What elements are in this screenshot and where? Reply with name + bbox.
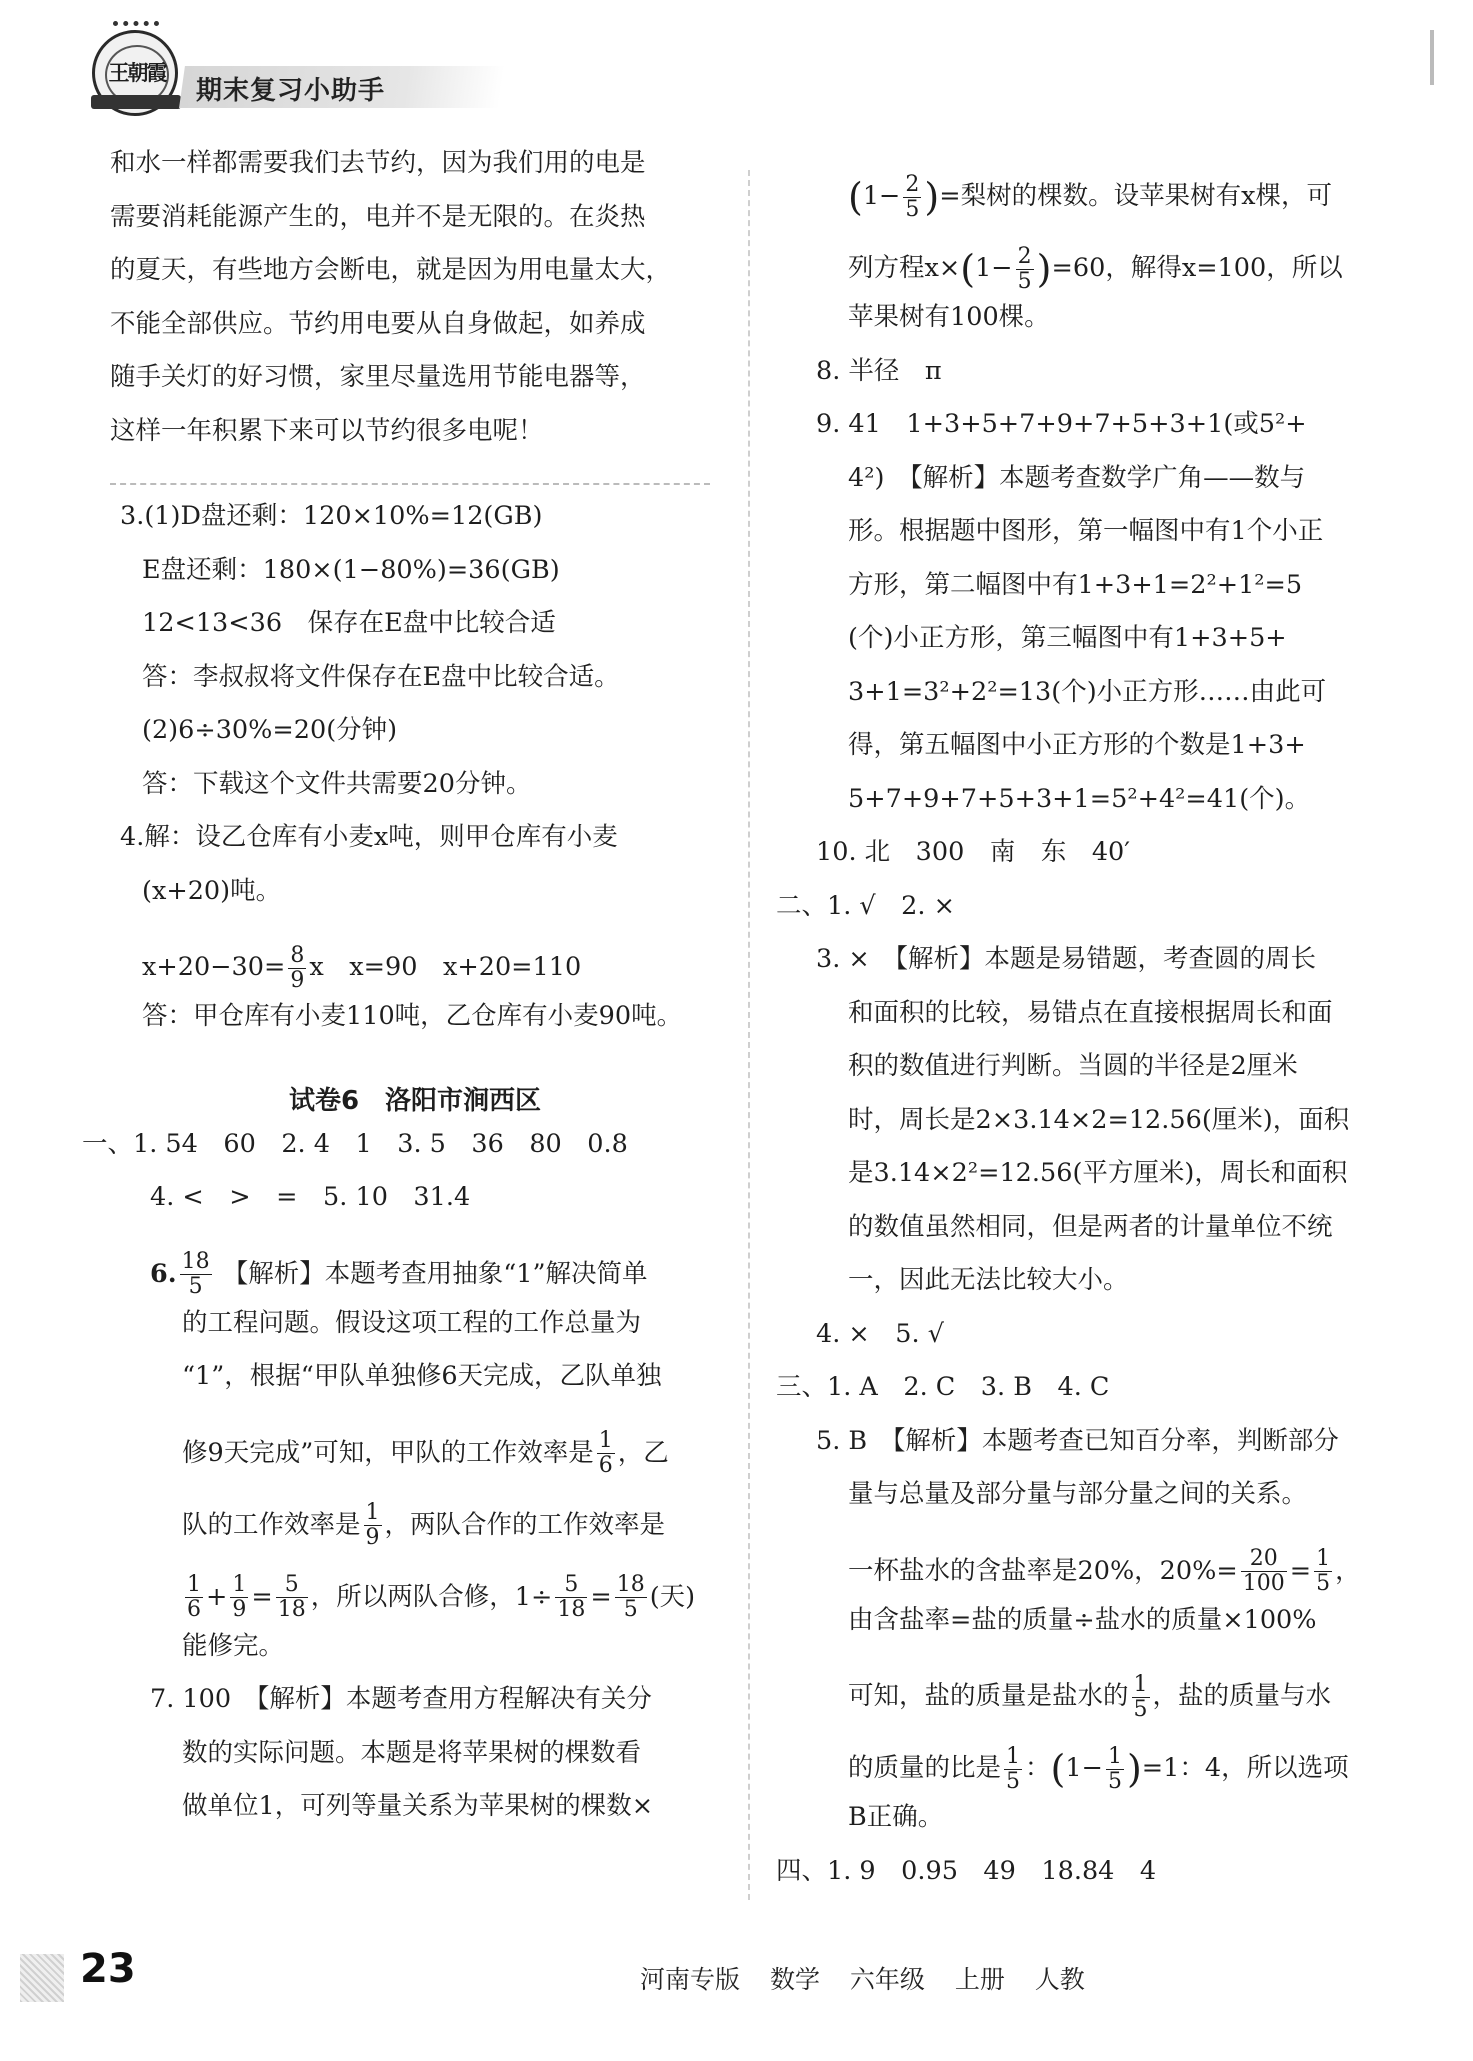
fraction: $\frac{2}{5}$ bbox=[1017, 243, 1032, 294]
section-3-line: 三、1. A 2. C 3. B 4. C bbox=[776, 1372, 1110, 1402]
equation-text: x+20−30= bbox=[142, 952, 286, 982]
fraction: $\frac{20}{100}$ bbox=[1242, 1546, 1285, 1596]
essay-line: 不能全部供应。节约用电要从自身做起，如养成 bbox=[110, 308, 646, 339]
answer-8: 8. 半径 π bbox=[816, 355, 942, 386]
answer-9-line: 3+1=3²+2²=13(个)小正方形……由此可 bbox=[848, 676, 1327, 707]
essay-line: 和水一样都需要我们去节约，因为我们用的电是 bbox=[110, 148, 646, 178]
column-divider bbox=[748, 170, 750, 1900]
section-1-line: 4. < > = 5. 10 31.4 bbox=[150, 1182, 471, 1212]
fraction: $\frac{1}{6}$ bbox=[187, 1572, 201, 1622]
answer-9-line: 4²) 【解析】本题考查数学广角——数与 bbox=[848, 462, 1306, 493]
answer-6-line: 修9天完成”可知，甲队的工作效率是 $\frac{1}{6}$ ，乙 bbox=[182, 1428, 669, 1478]
answer-3-line: (2)6÷30%=20(分钟) bbox=[142, 715, 398, 745]
essay-line: 需要消耗能源产生的，电并不是无限的。在炎热 bbox=[110, 201, 646, 232]
fraction: $\frac{1}{5}$ bbox=[1006, 1743, 1021, 1794]
answer-9-line: 得，第五幅图中小正方形的个数是1+3+ bbox=[848, 730, 1306, 760]
page-footer bbox=[0, 1940, 1473, 2020]
essay-line: 的夏天，有些地方会断电，就是因为用电量太大， bbox=[110, 255, 672, 285]
fraction: $\frac{1}{5}$ bbox=[1133, 1671, 1148, 1722]
essay-line: 随手关灯的好习惯，家里尽量选用节能电器等， bbox=[110, 362, 646, 392]
ribbon-icon bbox=[91, 95, 181, 109]
answer-4-equation bbox=[110, 931, 720, 1003]
answer-3-line: 3.(1)D盘还剩：120×10%=12(GB) bbox=[120, 501, 543, 531]
answer-7-cont-line: 列方程x×(1− $\frac{2}{5}$ )=60，解得x=100，所以 bbox=[848, 243, 1343, 294]
answer-9-line: 方形，第二幅图中有1+3+1=2²+1²=5 bbox=[848, 569, 1303, 600]
answer-6-line: 的工程问题。假设这项工程的工作总量为 bbox=[182, 1307, 642, 1338]
answer-3-5-line: 的质量的比是 $\frac{1}{5}$ ：(1− $\frac{1}{5}$ )=1：4，所以选项 bbox=[848, 1743, 1349, 1794]
answer-3-line: 答：李叔叔将文件保存在E盘中比较合适。 bbox=[142, 661, 620, 692]
answer-2-3-line: 一，因此无法比较大小。 bbox=[848, 1265, 1129, 1295]
page-header bbox=[92, 30, 452, 120]
section-2-line: 4. × 5. √ bbox=[816, 1318, 944, 1349]
fraction: $\frac{5}{18}$ bbox=[277, 1572, 306, 1622]
answer-9-line: 5+7+9+7+5+3+1=5²+4²=41(个)。 bbox=[848, 783, 1311, 814]
essay-line: 这样一年积累下来可以节约很多电呢！ bbox=[110, 415, 544, 446]
edge-mark bbox=[1430, 30, 1434, 85]
left-column bbox=[82, 148, 720, 1847]
answer-2-3-line: 时，周长是2×3.14×2=12.56(厘米)，面积 bbox=[848, 1104, 1350, 1135]
answer-6-line: 6. $\frac{18}{5}$ 【解析】本题考查用抽象“1”解决简单 bbox=[150, 1249, 648, 1299]
answer-3-line: 12<13<36 保存在E盘中比较合适 bbox=[142, 608, 556, 638]
answer-4-line: 答：甲仓库有小麦110吨，乙仓库有小麦90吨。 bbox=[142, 1001, 683, 1031]
answer-9-line: 9. 41 1+3+5+7+9+7+5+3+1(或5²+ bbox=[816, 409, 1307, 439]
answer-2-3-line: 3. × 【解析】本题是易错题，考查圆的周长 bbox=[816, 944, 1317, 974]
answer-3-5-line: B正确。 bbox=[848, 1802, 944, 1832]
answer-6-line: “1”，根据“甲队单独修6天完成，乙队单独 bbox=[182, 1361, 662, 1391]
answer-2-3-line: 的数值虽然相同，但是两者的计量单位不统 bbox=[848, 1211, 1333, 1242]
section-2-line: 二、1. √ 2. × bbox=[776, 890, 955, 921]
answer-3-5-line: 5. B 【解析】本题考查已知百分率，判断部分 bbox=[816, 1425, 1339, 1456]
section-separator bbox=[110, 483, 710, 485]
crown-icon bbox=[113, 21, 159, 42]
page-number: 23 bbox=[80, 1946, 136, 1992]
fraction: $\frac{1}{6}$ bbox=[598, 1428, 613, 1478]
answer-2-3-line: 是3.14×2²=12.56(平方厘米)，周长和面积 bbox=[848, 1158, 1348, 1188]
answer-6-line: $\frac{1}{6}$ + $\frac{1}{9}$ = $\frac{5}{18}$ ，所以两队合修，1÷ $\frac{5}{18}$ = $\frac{18}{5}$ (天) bbox=[187, 1572, 696, 1622]
right-column bbox=[776, 160, 1388, 1911]
answer-3-line: 答：下载这个文件共需要20分钟。 bbox=[142, 768, 532, 799]
footer-info: 河南专版 数学 六年级 上册 人教 bbox=[640, 1965, 1085, 1994]
answer-10: 10. 北 300 南 东 40′ bbox=[816, 837, 1131, 867]
answer-7-line: 7. 100 【解析】本题考查用方程解决有关分 bbox=[150, 1684, 652, 1714]
analysis-text: 【解析】本题考查用抽象“1”解决简单 bbox=[222, 1258, 648, 1289]
answer-7-line: 做单位1，可列等量关系为苹果树的棵数× bbox=[182, 1791, 654, 1821]
answer-6-line: 队的工作效率是 $\frac{1}{9}$ ，两队合作的工作效率是 bbox=[182, 1500, 666, 1550]
answer-4-line: 4.解：设乙仓库有小麦x吨，则甲仓库有小麦 bbox=[120, 822, 618, 852]
answer-9-line: (个)小正方形，第三幅图中有1+3+5+ bbox=[848, 623, 1287, 653]
section-4-line: 四、1. 9 0.95 49 18.84 4 bbox=[776, 1855, 1157, 1886]
section-1-line: 一、1. 54 60 2. 4 1 3. 5 36 80 0.8 bbox=[82, 1128, 628, 1159]
logo-text: 王朝霞 bbox=[105, 45, 169, 105]
fraction: $\frac{8}{9}$ bbox=[290, 942, 305, 993]
fraction: $\frac{18}{5}$ bbox=[616, 1572, 645, 1622]
answer-2-3-line: 积的数值进行判断。当圆的半径是2厘米 bbox=[848, 1051, 1298, 1081]
fraction: $\frac{1}{5}$ bbox=[1316, 1546, 1331, 1596]
answer-3-5-line: 由含盐率=盐的质量÷盐水的质量×100% bbox=[848, 1604, 1317, 1635]
answer-6-line: 能修完。 bbox=[182, 1630, 285, 1661]
answer-3-5-line: 一杯盐水的含盐率是20%，20%= $\frac{20}{100}$ = $\frac{1}{5}$ ， bbox=[848, 1546, 1361, 1596]
answer-3-5-line: 可知，盐的质量是盐水的 $\frac{1}{5}$ ，盐的质量与水 bbox=[848, 1671, 1332, 1722]
fraction: $\frac{2}{5}$ bbox=[905, 171, 920, 222]
answer-9-line: 形。根据题中图形，第一幅图中有1个小正 bbox=[848, 516, 1324, 546]
answer-4-line: (x+20)吨。 bbox=[142, 875, 282, 906]
answer-7-cont-line: 苹果树有100棵。 bbox=[848, 302, 1050, 332]
header-title: 期末复习小助手 bbox=[196, 76, 386, 106]
answer-3-5-line: 量与总量及部分量与部分量之间的关系。 bbox=[848, 1479, 1308, 1509]
fraction: $\frac{5}{18}$ bbox=[557, 1572, 586, 1622]
fraction: $\frac{1}{5}$ bbox=[1107, 1743, 1122, 1794]
brand-logo bbox=[92, 30, 178, 116]
paper-title: 试卷6 洛阳市涧西区 bbox=[288, 1085, 542, 1116]
equation-text: x x=90 x+20=110 bbox=[309, 952, 582, 982]
fraction: $\frac{18}{5}$ bbox=[181, 1249, 210, 1299]
answer-7-cont-line: (1− $\frac{2}{5}$ )=梨树的棵数。设苹果树有x棵，可 bbox=[848, 171, 1332, 222]
answer-2-3-line: 和面积的比较，易错点在直接根据周长和面 bbox=[848, 997, 1333, 1028]
answer-3-line: E盘还剩：180×(1−80%)=36(GB) bbox=[142, 554, 560, 585]
fraction: $\frac{1}{9}$ bbox=[365, 1500, 380, 1550]
footer-pattern bbox=[20, 1954, 64, 2002]
answer-7-line: 数的实际问题。本题是将苹果树的棵数看 bbox=[182, 1737, 642, 1768]
fraction: $\frac{1}{9}$ bbox=[232, 1572, 247, 1622]
